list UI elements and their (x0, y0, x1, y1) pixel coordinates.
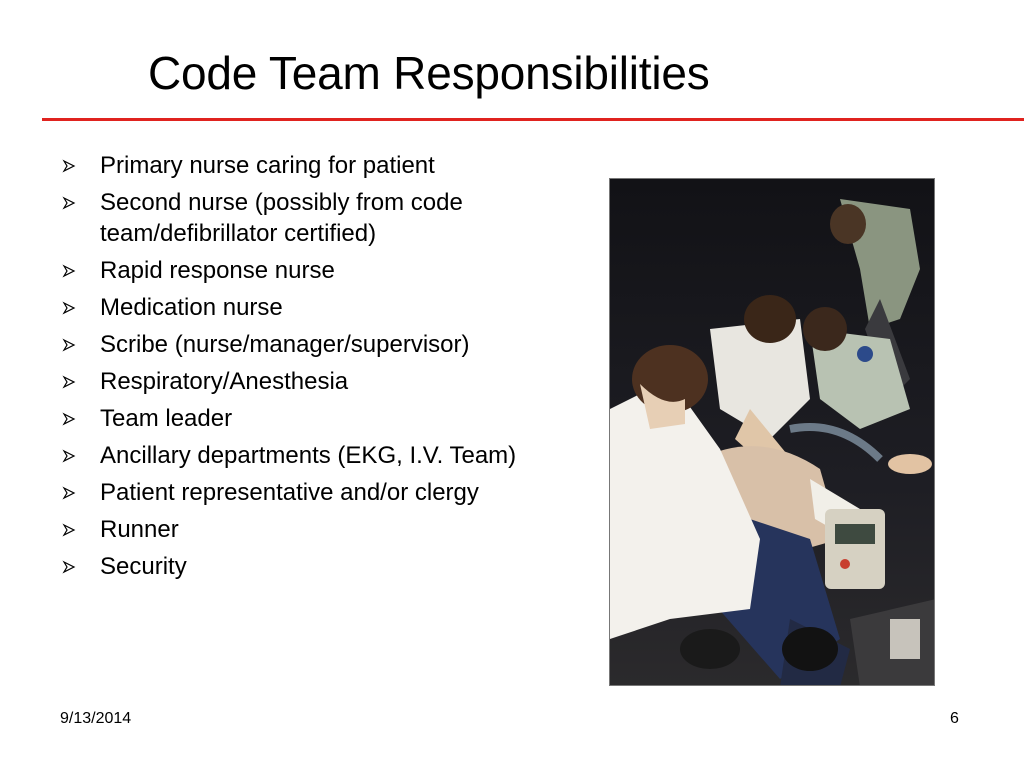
arrowhead-bullet-icon (62, 264, 76, 278)
arrowhead-bullet-icon (62, 375, 76, 389)
bullet-text: Second nurse (possibly from code team/defibrillator certified) (100, 189, 463, 247)
bullet-text: Security (100, 553, 187, 580)
arrowhead-bullet-icon (62, 159, 76, 173)
bullet-item (62, 187, 562, 249)
arrowhead-bullet-icon (62, 412, 76, 426)
bullet-item (62, 440, 562, 471)
resuscitation-scene-illustration (610, 179, 935, 686)
bullet-text: Patient representative and/or clergy (100, 479, 479, 506)
bullet-item (62, 366, 562, 397)
footer-date: 9/13/2014 (60, 710, 132, 727)
slide-title: Code Team Responsibilities (148, 47, 710, 99)
page-number: 6 (950, 710, 959, 727)
arrowhead-bullet-icon (62, 560, 76, 574)
bullet-item (62, 477, 562, 508)
arrowhead-bullet-icon (62, 338, 76, 352)
arrowhead-bullet-icon (62, 196, 76, 210)
bullet-text: Scribe (nurse/manager/supervisor) (100, 331, 470, 358)
title-divider (42, 118, 1024, 121)
bullet-item (62, 551, 562, 582)
bullet-text: Medication nurse (100, 294, 283, 321)
bullet-text: Team leader (100, 405, 233, 432)
bullet-item (62, 255, 562, 286)
bullet-list (62, 150, 562, 588)
arrowhead-bullet-icon (62, 486, 76, 500)
bullet-item (62, 514, 562, 545)
bullet-item (62, 150, 562, 181)
bullet-text: Runner (100, 516, 179, 543)
arrowhead-bullet-icon (62, 523, 76, 537)
bullet-item (62, 403, 562, 434)
arrowhead-bullet-icon (62, 449, 76, 463)
bullet-item (62, 292, 562, 323)
bullet-text: Rapid response nurse (100, 257, 335, 284)
arrowhead-bullet-icon (62, 301, 76, 315)
code-team-photo (609, 178, 935, 686)
bullet-text: Ancillary departments (EKG, I.V. Team) (100, 442, 517, 469)
bullet-text: Respiratory/Anesthesia (100, 368, 349, 395)
bullet-item (62, 329, 562, 360)
bullet-text: Primary nurse caring for patient (100, 152, 435, 179)
